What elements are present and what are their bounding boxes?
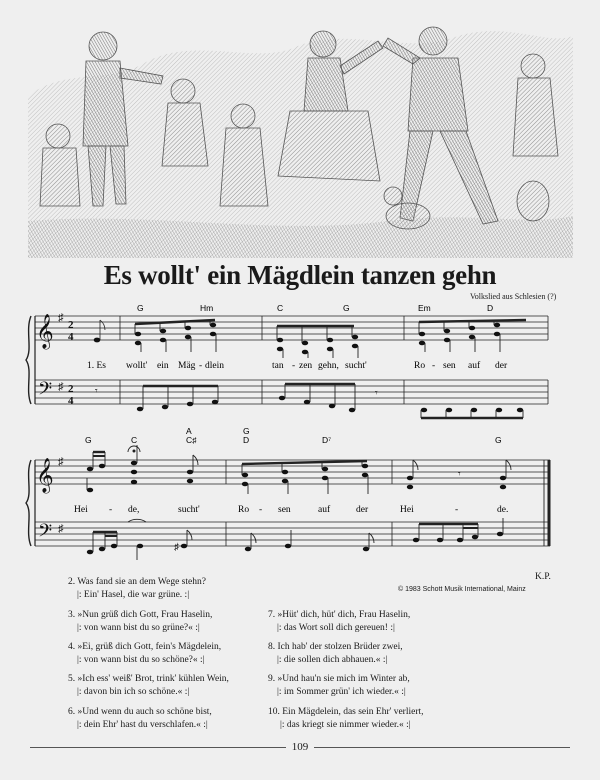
chord-label: G (495, 435, 502, 445)
verse (268, 706, 424, 732)
verse (68, 641, 221, 667)
svg-text:4: 4 (68, 331, 74, 343)
svg-text:𝄢: 𝄢 (38, 379, 53, 404)
lyric-syllable: zen (299, 361, 313, 371)
verse-line: |: von wann bist du so schöne?« :| (77, 655, 205, 665)
lyric-syllable: de, (128, 505, 140, 515)
lyric-syllable: - (432, 361, 436, 371)
verse-line: »Und wenn du auch so schöne bist, (77, 707, 212, 717)
verse-number: 2. (68, 577, 76, 587)
chord-label: D⁷ (322, 435, 332, 445)
lyric-syllable: - (199, 361, 203, 371)
song-source: Volkslied aus Schlesien (?) (470, 292, 557, 301)
verse (68, 706, 212, 732)
verse-number: 7. (268, 610, 276, 620)
dancing-villagers-illustration (28, 6, 573, 258)
lyric-syllable: sucht' (178, 505, 200, 515)
verse-line: |: im Sommer grün' ich wieder.« :| (277, 687, 406, 697)
svg-text:𝄞: 𝄞 (36, 314, 54, 349)
chord-label: C♯ (186, 435, 197, 445)
verse (68, 673, 229, 699)
verse-number: 3. (68, 610, 76, 620)
svg-text:𝄞: 𝄞 (36, 458, 54, 493)
lyric-syllable: sucht' (345, 361, 367, 371)
verse (268, 609, 410, 635)
verse-line: »Und hau'n sie mich im Winter ab, (277, 674, 410, 684)
page-number-container (0, 741, 600, 753)
verse-number: 10. (268, 707, 280, 717)
svg-text:𝄾: 𝄾 (95, 386, 98, 397)
song-title: Es wollt' ein Mägdlein tanzen gehn (103, 260, 497, 290)
verse (68, 576, 206, 602)
verse-line: |: Ein' Hasel, die war grüne. :| (77, 590, 190, 600)
chord-label: D (243, 435, 250, 445)
lyric-syllable: de. (497, 505, 509, 515)
verse-line: |: davon bin ich so schöne.« :| (77, 687, 190, 697)
chord-label: D (487, 303, 494, 313)
lyric-syllable: Mäg (178, 361, 196, 371)
svg-text:♯: ♯ (58, 456, 64, 468)
svg-text:4: 4 (68, 395, 74, 407)
svg-text:2: 2 (68, 319, 74, 331)
lyric-syllable: - (292, 361, 296, 371)
svg-text:♯: ♯ (58, 381, 64, 393)
lyric-syllable: sen (278, 505, 291, 515)
lyric-syllable: auf (468, 361, 481, 371)
verse-line: Was fand sie an dem Wege stehn? (77, 577, 206, 587)
verse (68, 609, 212, 635)
verse-line: »Ei, grüß dich Gott, fein's Mägdelein, (77, 642, 222, 652)
chord-label: Em (418, 303, 431, 313)
verse-line: Ein Mägdelein, das sein Ehr' verliert, (282, 707, 424, 717)
lyric-syllable: Hei (400, 505, 414, 515)
verse-number: 4. (68, 642, 76, 652)
verse-number: 5. (68, 674, 76, 684)
lyric-syllable: 1. Es (87, 361, 106, 371)
verse-line: Ich hab' der stolzen Brüder zwei, (277, 642, 403, 652)
lyric-syllable: sen (443, 361, 456, 371)
system-2 (26, 445, 550, 560)
lyric-syllable: der (495, 361, 508, 371)
svg-text:♯: ♯ (174, 542, 179, 553)
svg-text:♯: ♯ (58, 523, 64, 535)
lyric-syllable: wollt' (126, 361, 148, 371)
verse-line: »Nun grüß dich Gott, Frau Haselin, (77, 610, 213, 620)
page-number: 109 (286, 741, 315, 753)
verse-line: |: das kriegt sie nimmer wieder.« :| (280, 720, 411, 730)
svg-text:𝄢: 𝄢 (38, 521, 53, 546)
chord-label: G (343, 303, 350, 313)
verse-line: |: dein Ehr' hast du verschlafen.« :| (77, 720, 208, 730)
verse-line: »Ich ess' weiß' Brot, trink' kühlen Wein, (77, 674, 229, 684)
verse-number: 8. (268, 642, 276, 652)
lyric-syllable: tan (272, 361, 284, 371)
verse-number: 9. (268, 674, 276, 684)
chord-label: C (277, 303, 284, 313)
verse-line: |: von wann bist du so grüne?« :| (77, 623, 200, 633)
lyric-syllable: - (455, 505, 459, 515)
verse-number: 6. (68, 707, 76, 717)
verse-line: |: das Wort soll dich gereuen! :| (277, 623, 395, 633)
lyric-syllable: der (356, 505, 369, 515)
verse-line: |: die sollen dich abhauen.« :| (277, 655, 388, 665)
svg-text:♯: ♯ (58, 312, 64, 324)
lyric-syllable: Hei (74, 505, 88, 515)
lyric-syllable: Ro (238, 505, 250, 515)
chord-label: G (243, 426, 250, 436)
music-score (0, 290, 600, 580)
svg-text:2: 2 (68, 383, 74, 395)
lyric-syllable: Ro (414, 361, 426, 371)
chord-label: A (186, 426, 192, 436)
verse-line: »Hüt' dich, hüt' dich, Frau Haselin, (277, 610, 411, 620)
author-initials: K.P. (535, 572, 551, 582)
lyric-syllable: ein (157, 361, 169, 371)
chord-label: G (137, 303, 144, 313)
svg-text:𝄾: 𝄾 (375, 388, 378, 399)
svg-text:𝄾: 𝄾 (458, 469, 461, 480)
verse (268, 673, 410, 699)
lyric-syllable: gehn, (318, 361, 339, 371)
chord-label: G (85, 435, 92, 445)
lyric-syllable: dlein (205, 361, 224, 371)
copyright-notice: © 1983 Schott Musik International, Mainz (398, 586, 526, 593)
chord-label: Hm (200, 303, 214, 313)
lyric-syllable: auf (318, 505, 331, 515)
lyric-syllable: - (109, 505, 113, 515)
chord-label: C (131, 435, 138, 445)
lyric-syllable: - (259, 505, 263, 515)
verse (268, 641, 403, 667)
